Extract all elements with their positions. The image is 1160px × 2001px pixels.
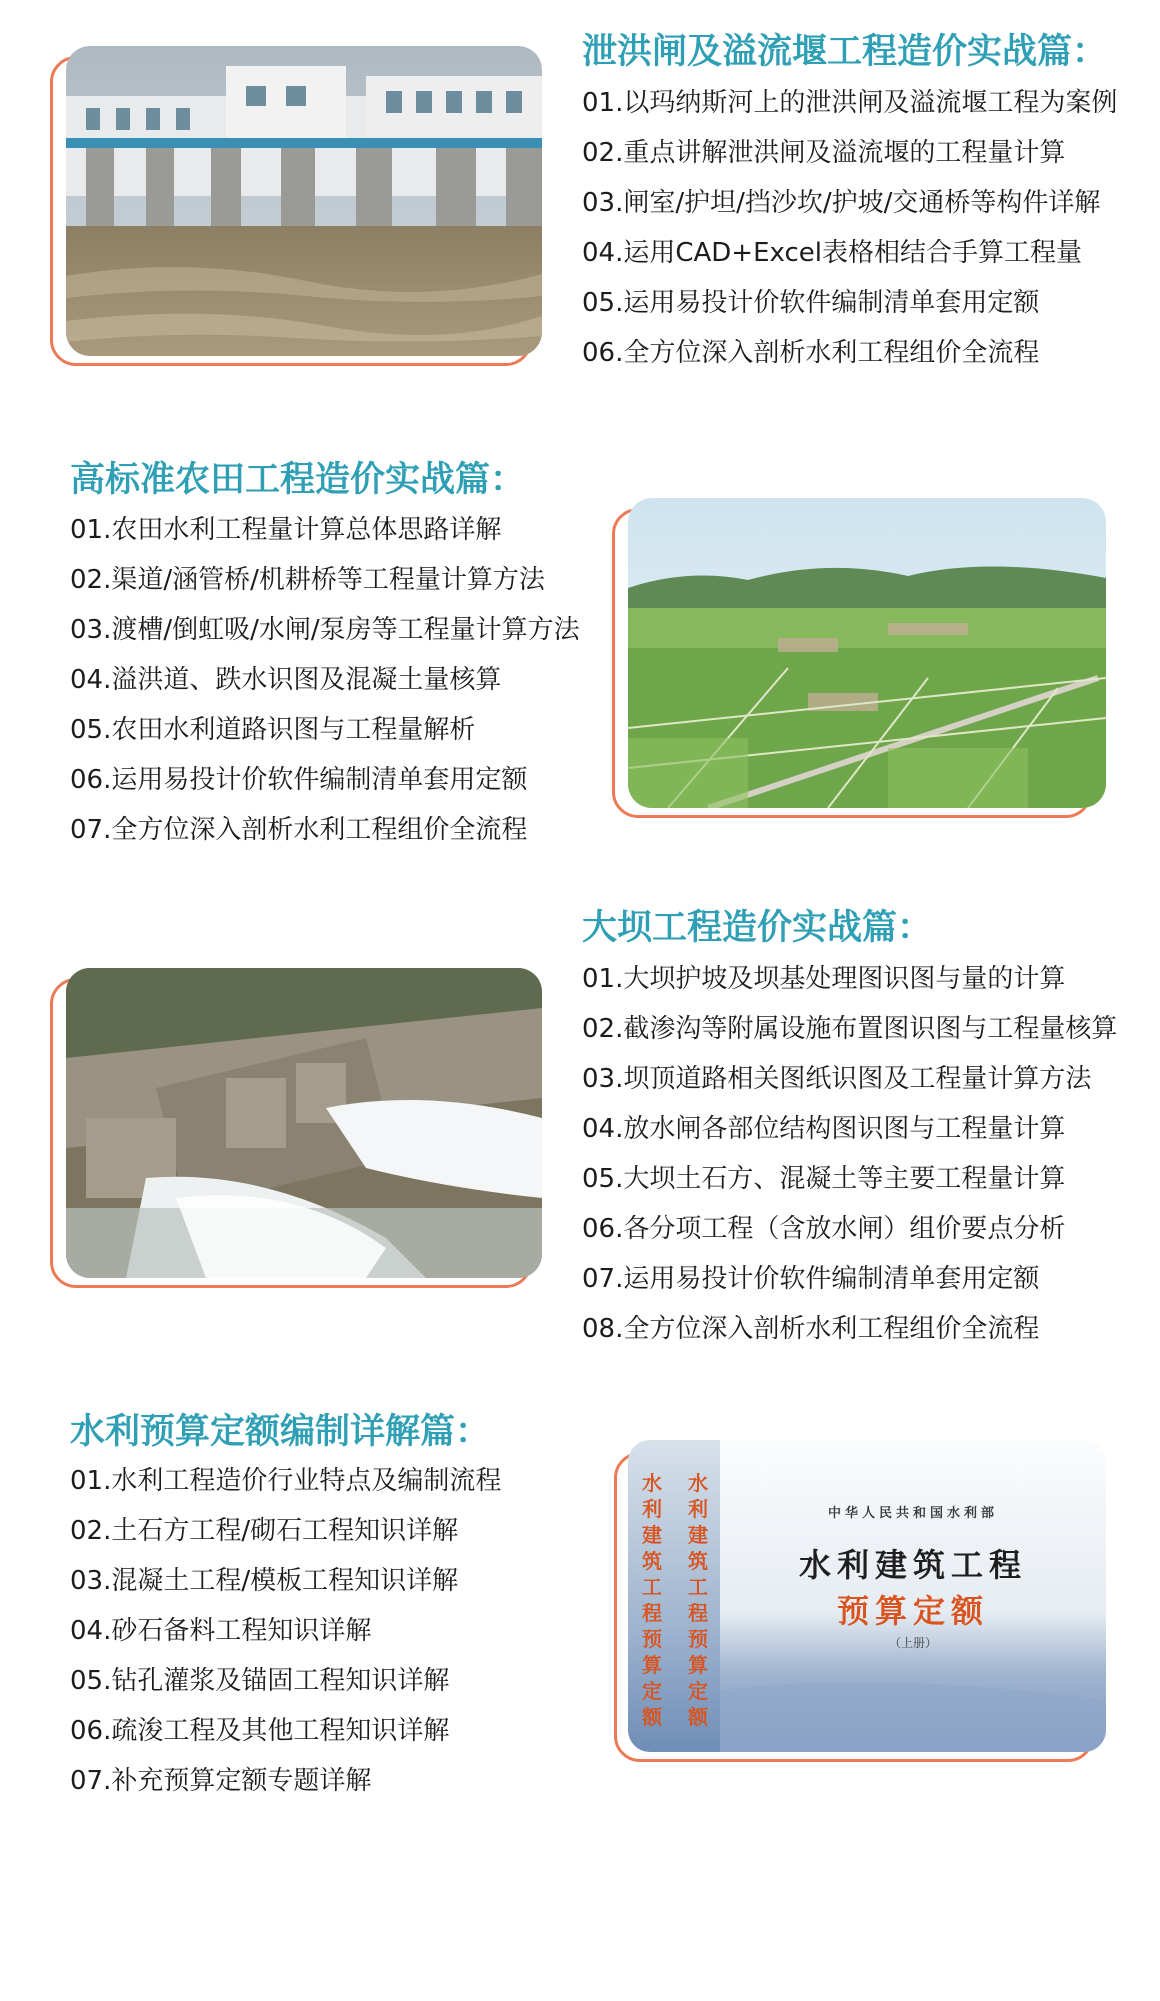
list-item: 07.运用易投计价软件编制清单套用定额 (582, 1264, 1040, 1294)
list-item: 05.运用易投计价软件编制清单套用定额 (582, 288, 1040, 318)
list-item: 01.水利工程造价行业特点及编制流程 (70, 1466, 502, 1496)
list-item: 03.渡槽/倒虹吸/水闸/泵房等工程量计算方法 (70, 615, 580, 645)
list-item: 05.大坝土石方、混凝土等主要工程量计算 (582, 1164, 1066, 1194)
list-item: 02.截渗沟等附属设施布置图识图与工程量核算 (582, 1014, 1118, 1044)
section-title: 水利预算定额编制详解篇： (70, 1412, 491, 1452)
list-item: 05.农田水利道路识图与工程量解析 (70, 715, 476, 745)
list-item: 07.补充预算定额专题详解 (70, 1766, 372, 1796)
farmland-image (628, 498, 1106, 808)
list-item: 08.全方位深入剖析水利工程组价全流程 (582, 1314, 1040, 1344)
list-item: 05.钻孔灌浆及锚固工程知识详解 (70, 1666, 450, 1696)
spine-title: 水利建筑工程预算定额 (642, 1471, 662, 1729)
list-item: 01.农田水利工程量计算总体思路详解 (70, 515, 502, 545)
list-item: 06.全方位深入剖析水利工程组价全流程 (582, 338, 1040, 368)
section-title: 大坝工程造价实战篇： (582, 908, 933, 948)
list-item: 01.以玛纳斯河上的泄洪闸及溢流堰工程为案例 (582, 88, 1118, 118)
list-item: 03.混凝土工程/模板工程知识详解 (70, 1566, 459, 1596)
spillway-gate-image (66, 46, 542, 356)
book-spine-right (686, 1470, 710, 1740)
list-item: 04.运用CAD+Excel表格相结合手算工程量 (582, 238, 1082, 268)
book-spine-left (640, 1470, 664, 1740)
book-title: 水利建筑工程 (798, 1546, 1027, 1584)
list-item: 06.运用易投计价软件编制清单套用定额 (70, 765, 528, 795)
list-item: 01.大坝护坡及坝基处理图识图与量的计算 (582, 964, 1066, 994)
list-item: 02.重点讲解泄洪闸及溢流堰的工程量计算 (582, 138, 1066, 168)
list-item: 04.放水闸各部位结构图识图与工程量计算 (582, 1114, 1066, 1144)
list-item: 02.土石方工程/砌石工程知识详解 (70, 1516, 459, 1546)
spine-title: 水利建筑工程预算定额 (688, 1471, 708, 1729)
dam-image (66, 968, 542, 1278)
book-publisher: 中华人民共和国水利部 (827, 1506, 998, 1521)
list-item: 03.闸室/护坦/挡沙坎/护坡/交通桥等构件详解 (582, 188, 1101, 218)
book-subtitle: 预算定额 (836, 1592, 989, 1630)
item-list (70, 1456, 501, 1806)
list-item: 03.坝顶道路相关图纸识图及工程量计算方法 (582, 1064, 1092, 1094)
section-title: 泄洪闸及溢流堰工程造价实战篇： (582, 32, 1108, 72)
list-item: 06.疏浚工程及其他工程知识详解 (70, 1716, 450, 1746)
item-list (70, 505, 580, 855)
list-item: 04.溢洪道、跌水识图及混凝土量核算 (70, 665, 502, 695)
section-title: 高标准农田工程造价实战篇： (70, 460, 526, 500)
list-item: 02.渠道/涵管桥/机耕桥等工程量计算方法 (70, 565, 545, 595)
list-item: 06.各分项工程（含放水闸）组价要点分析 (582, 1214, 1066, 1244)
item-list (582, 78, 1117, 378)
item-list (582, 954, 1117, 1354)
list-item: 04.砂石备料工程知识详解 (70, 1616, 372, 1646)
list-item: 07.全方位深入剖析水利工程组价全流程 (70, 815, 528, 845)
book-volume: （上册） (888, 1636, 937, 1650)
